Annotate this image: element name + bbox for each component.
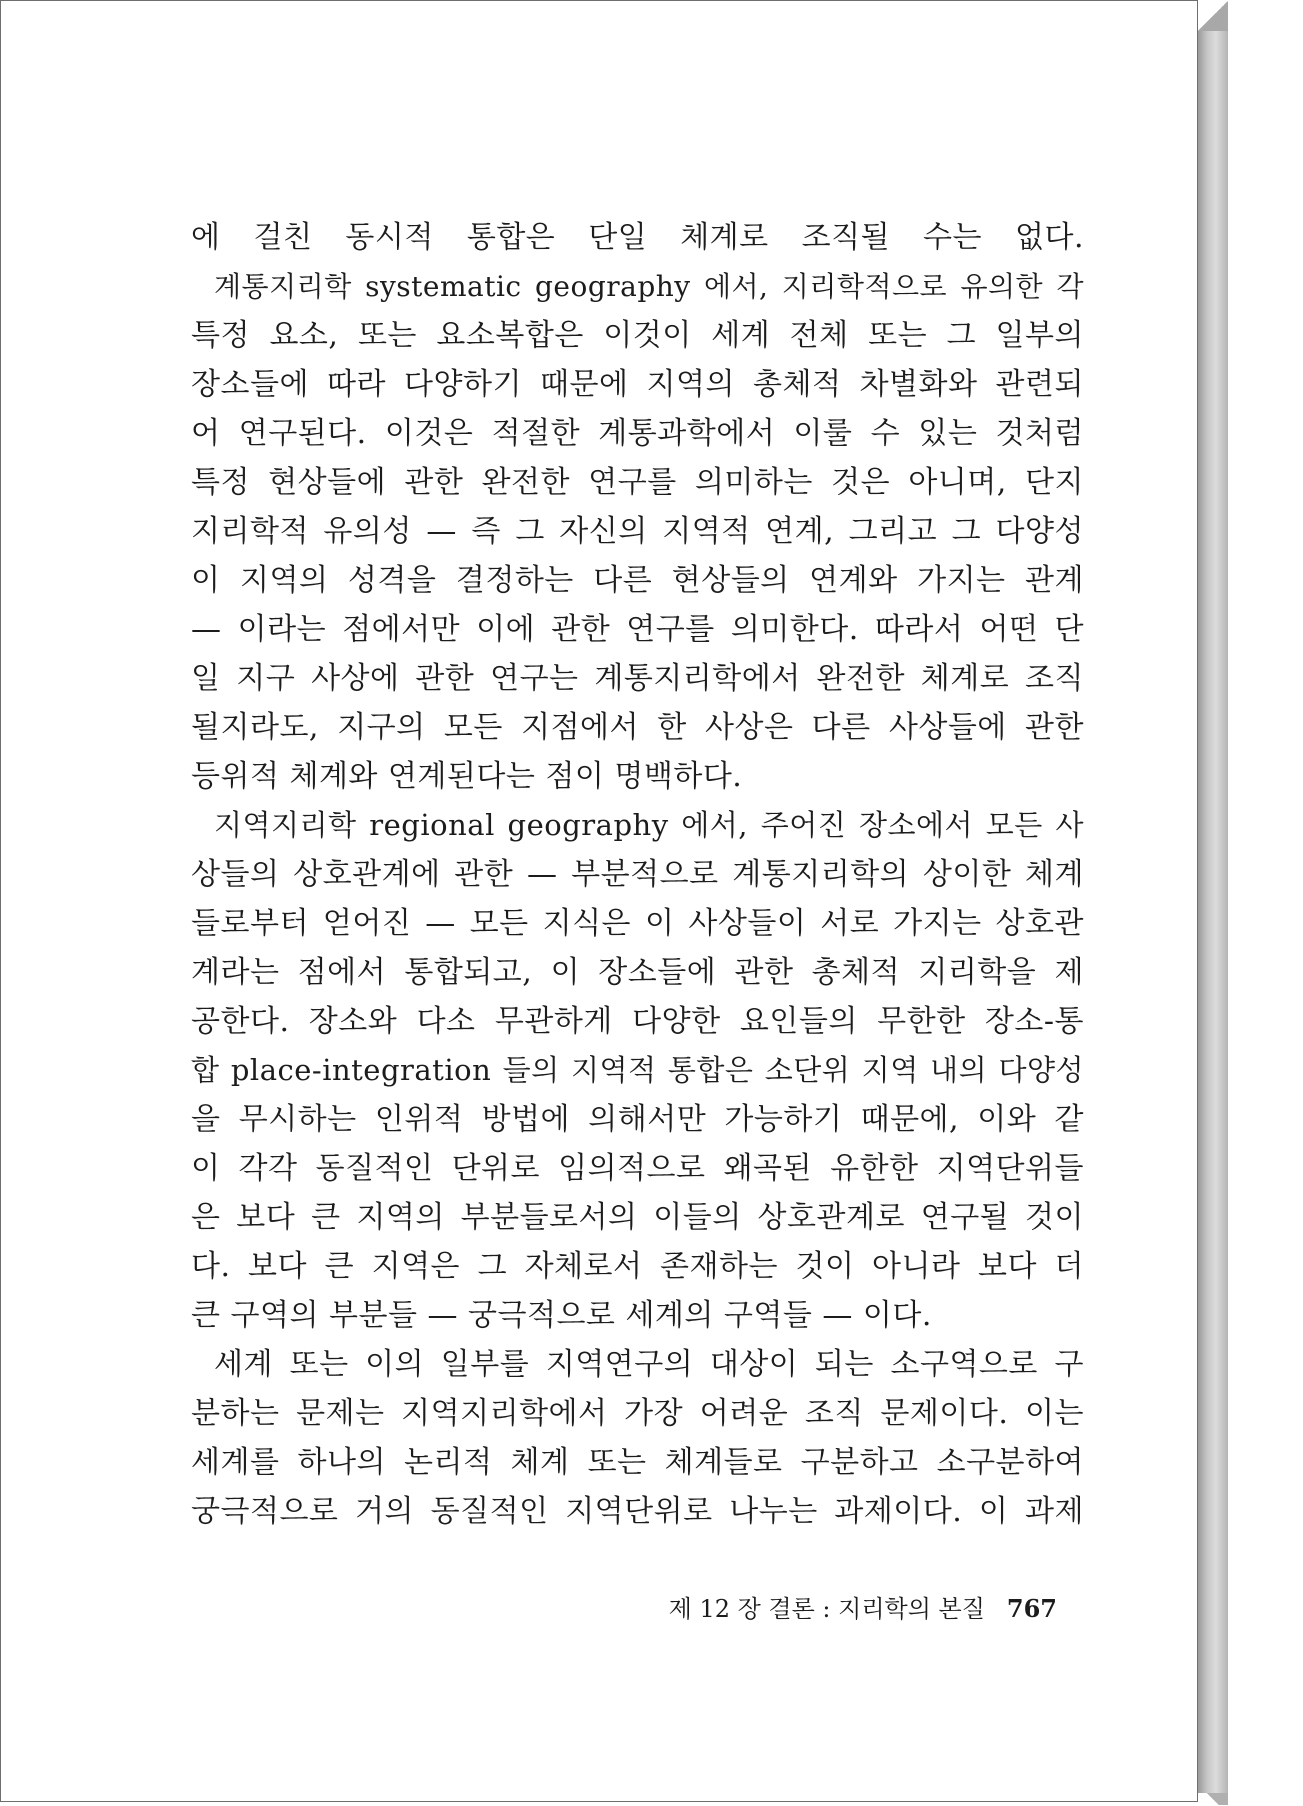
text-line: 계라는 점에서 통합되고, 이 장소들에 관한 총체적 지리학을 제 [191,955,1084,990]
text-line: 들로부터 얻어진 — 모든 지식은 이 사상들이 서로 가지는 상호관 [191,906,1084,941]
text-line: 지리학적 유의성 — 즉 그 자신의 지역적 연계, 그리고 그 다양성 [191,514,1084,549]
text-line: 상들의 상호관계에 관한 — 부분적으로 계통지리학의 상이한 체계 [191,857,1084,892]
text-line: 장소들에 따라 다양하기 때문에 지역의 총체적 차별화와 관련되 [191,367,1084,402]
text-line: 세계 또는 이의 일부를 지역연구의 대상이 되는 소구역으로 구 [214,1347,1084,1382]
text-line: 이 각각 동질적인 단위로 임의적으로 왜곡된 유한한 지역단위들 [191,1151,1084,1186]
text-line: 에 걸친 동시적 통합은 단일 체계로 조직될 수는 없다. [191,220,1084,255]
text-line: 등위적 체계와 연계된다는 점이 명백하다. [191,759,743,794]
text-line: 궁극적으로 거의 동질적인 지역단위로 나누는 과제이다. 이 과제 [191,1494,1084,1529]
text-line: 을 무시하는 인위적 방법에 의해서만 가능하기 때문에, 이와 같 [191,1102,1084,1137]
text-line: 특정 현상들에 관한 완전한 연구를 의미하는 것은 아니며, 단지 [191,465,1084,500]
running-head: 제 12 장 결론 : 지리학의 본질 [668,1595,985,1623]
page-number: 767 [1006,1594,1057,1623]
text-line: 이 지역의 성격을 결정하는 다른 현상들의 연계와 가지는 관계 [191,563,1084,598]
body-text [191,213,1084,1536]
page-footer [645,1589,1057,1629]
text-line: 은 보다 큰 지역의 부분들로서의 이들의 상호관계로 연구될 것이 [191,1200,1084,1235]
text-line: 특정 요소, 또는 요소복합은 이것이 세계 전체 또는 그 일부의 [191,318,1084,353]
page-stack-edge [1198,6,1228,1802]
text-line: 분하는 문제는 지역지리학에서 가장 어려운 조직 문제이다. 이는 [191,1396,1084,1431]
text-line: 큰 구역의 부분들 — 궁극적으로 세계의 구역들 — 이다. [191,1298,932,1333]
text-line: 계통지리학 systematic geography 에서, 지리학적으로 유의한 각 [214,270,1084,303]
text-line: 어 연구된다. 이것은 적절한 계통과학에서 이룰 수 있는 것처럼 [191,416,1084,451]
text-line: 일 지구 사상에 관한 연구는 계통지리학에서 완전한 체계로 조직 [191,661,1084,696]
text-line: 될지라도, 지구의 모든 지점에서 한 사상은 다른 사상들에 관한 [191,710,1084,745]
text-line: 공한다. 장소와 다소 무관하게 다양한 요인들의 무한한 장소-통 [191,1004,1084,1039]
text-line: — 이라는 점에서만 이에 관한 연구를 의미한다. 따라서 어떤 단 [191,612,1084,647]
text-line: 합 place-integration 들의 지역적 통합은 소단위 지역 내의 다양성 [191,1053,1084,1087]
text-line: 지역지리학 regional geography 에서, 주어진 장소에서 모든 사 [214,808,1084,842]
text-line: 다. 보다 큰 지역은 그 자체로서 존재하는 것이 아니라 보다 더 [191,1249,1084,1284]
text-line: 세계를 하나의 논리적 체계 또는 체계들로 구분하고 소구분하여 [191,1445,1084,1480]
